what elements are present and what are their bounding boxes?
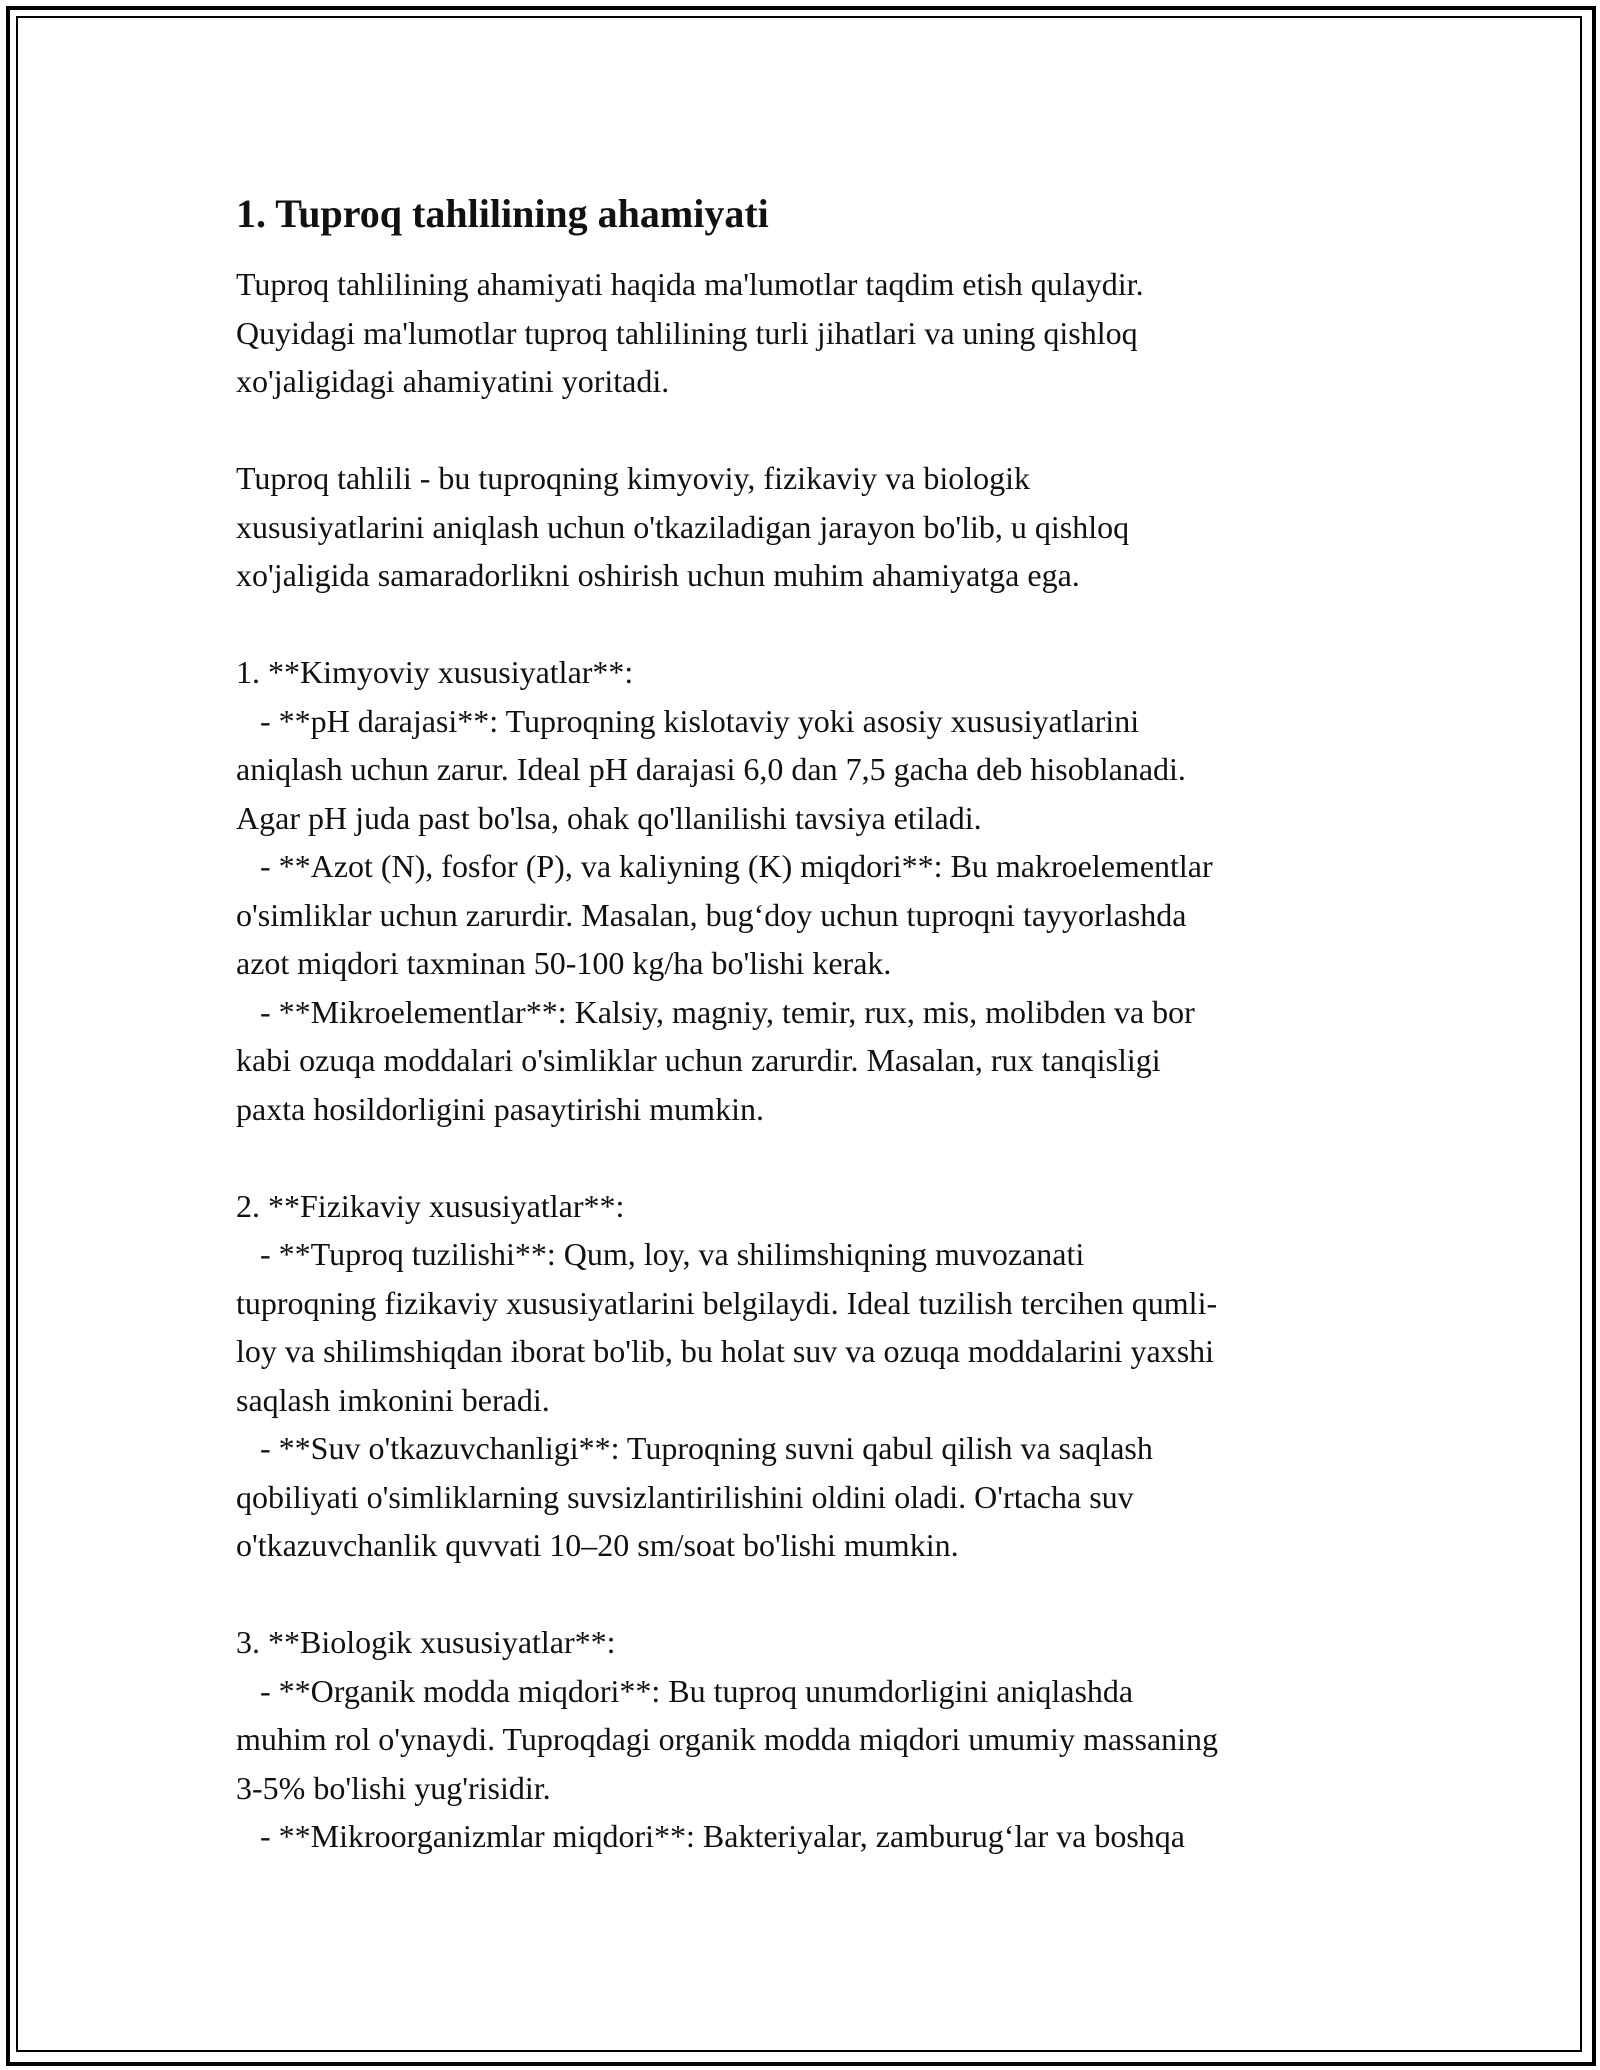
text-line: Tuproq tahlilining ahamiyati haqida ma'lumotlar taqdim etish qulaydir.	[236, 266, 1144, 302]
text-line: - **Organik modda miqdori**: Bu tuproq unumdorligini aniqlashda	[236, 1672, 1134, 1709]
section-title: 2. **Fizikaviy xususiyatlar**:	[236, 1187, 625, 1224]
paragraph-gap	[236, 1570, 1386, 1619]
text-line: Quyidagi ma'lumotlar tuproq tahlilining turli jihatlari va uning qishloq	[236, 314, 1138, 351]
intro-paragraph	[236, 260, 1386, 406]
paragraph-gap	[236, 600, 1386, 649]
text-line: - **pH darajasi**: Tuproqning kislotaviy yoki asosiy xususiyatlarini	[236, 702, 1140, 739]
chemical-properties-section	[236, 648, 1386, 1133]
text-line: - **Mikroorganizmlar miqdori**: Bakteriyalar, zamburug‘lar va boshqa	[236, 1818, 1185, 1854]
text-line: kabi ozuqa moddalari o'simliklar uchun zarurdir. Masalan, rux tanqisligi	[236, 1042, 1161, 1078]
definition-paragraph	[236, 454, 1386, 600]
section-title: 3. **Biologik xususiyatlar**:	[236, 1624, 616, 1660]
text-line: loy va shilimshiqdan iborat bo'lib, bu holat suv va ozuqa moddalarini yaxshi	[236, 1333, 1215, 1369]
text-line: qobiliyati o'simliklarning suvsizlantirilishini oldini oladi. O'rtacha suv	[236, 1478, 1134, 1515]
text-line: tuproqning fizikaviy xususiyatlarini belgilaydi. Ideal tuzilish tercihen qumli-	[236, 1284, 1218, 1321]
text-line: azot miqdori taxminan 50-100 kg/ha bo'lishi kerak.	[236, 945, 892, 981]
text-line: xo'jaligida samaradorlikni oshirish uchun muhim ahamiyatga ega.	[236, 557, 1080, 593]
document-heading: 1. Tuproq tahlilining ahamiyati	[236, 191, 769, 236]
text-line: - **Mikroelementlar**: Kalsiy, magniy, temir, rux, mis, molibden va bor	[236, 993, 1195, 1030]
text-line: aniqlash uchun zarur. Ideal pH darajasi 6,0 dan 7,5 gacha deb hisoblanadi.	[236, 751, 1186, 787]
paragraph-gap	[236, 1133, 1386, 1182]
biological-properties-section	[236, 1618, 1386, 1861]
text-line: saqlash imkonini beradi.	[236, 1381, 550, 1418]
text-line: xususiyatlarini aniqlash uchun o'tkaziladigan jarayon bo'lib, u qishloq	[236, 508, 1130, 545]
text-line: o'simliklar uchun zarurdir. Masalan, bug‘doy uchun tuproqni tayyorlashda	[236, 896, 1187, 933]
text-line: xo'jaligidagi ahamiyatini yoritadi.	[236, 363, 670, 399]
text-line: Tuproq tahlili - bu tuproqning kimyoviy, fizikaviy va biologik	[236, 460, 1031, 496]
text-line: muhim rol o'ynaydi. Tuproqdagi organik modda miqdori umumiy massaning	[236, 1721, 1219, 1757]
text-line: o'tkazuvchanlik quvvati 10–20 sm/soat bo'lishi mumkin.	[236, 1527, 959, 1563]
text-line: - **Azot (N), fosfor (P), va kaliyning (K) miqdori**: Bu makroelementlar	[236, 848, 1213, 884]
text-line: - **Suv o'tkazuvchanligi**: Tuproqning suvni qabul qilish va saqlash	[236, 1430, 1153, 1466]
text-line: - **Tuproq tuzilishi**: Qum, loy, va shilimshiqning muvozanati	[236, 1236, 1085, 1272]
document-body	[236, 190, 1386, 1861]
paragraph-gap	[236, 406, 1386, 455]
text-line: 3-5% bo'lishi yug'risidir.	[236, 1769, 551, 1806]
text-line: paxta hosildorligini pasaytirishi mumkin.	[236, 1090, 764, 1127]
text-line: Agar pH juda past bo'lsa, ohak qo'llanilishi tavsiya etiladi.	[236, 799, 982, 836]
section-title: 1. **Kimyoviy xususiyatlar**:	[236, 654, 634, 690]
physical-properties-section	[236, 1182, 1386, 1570]
